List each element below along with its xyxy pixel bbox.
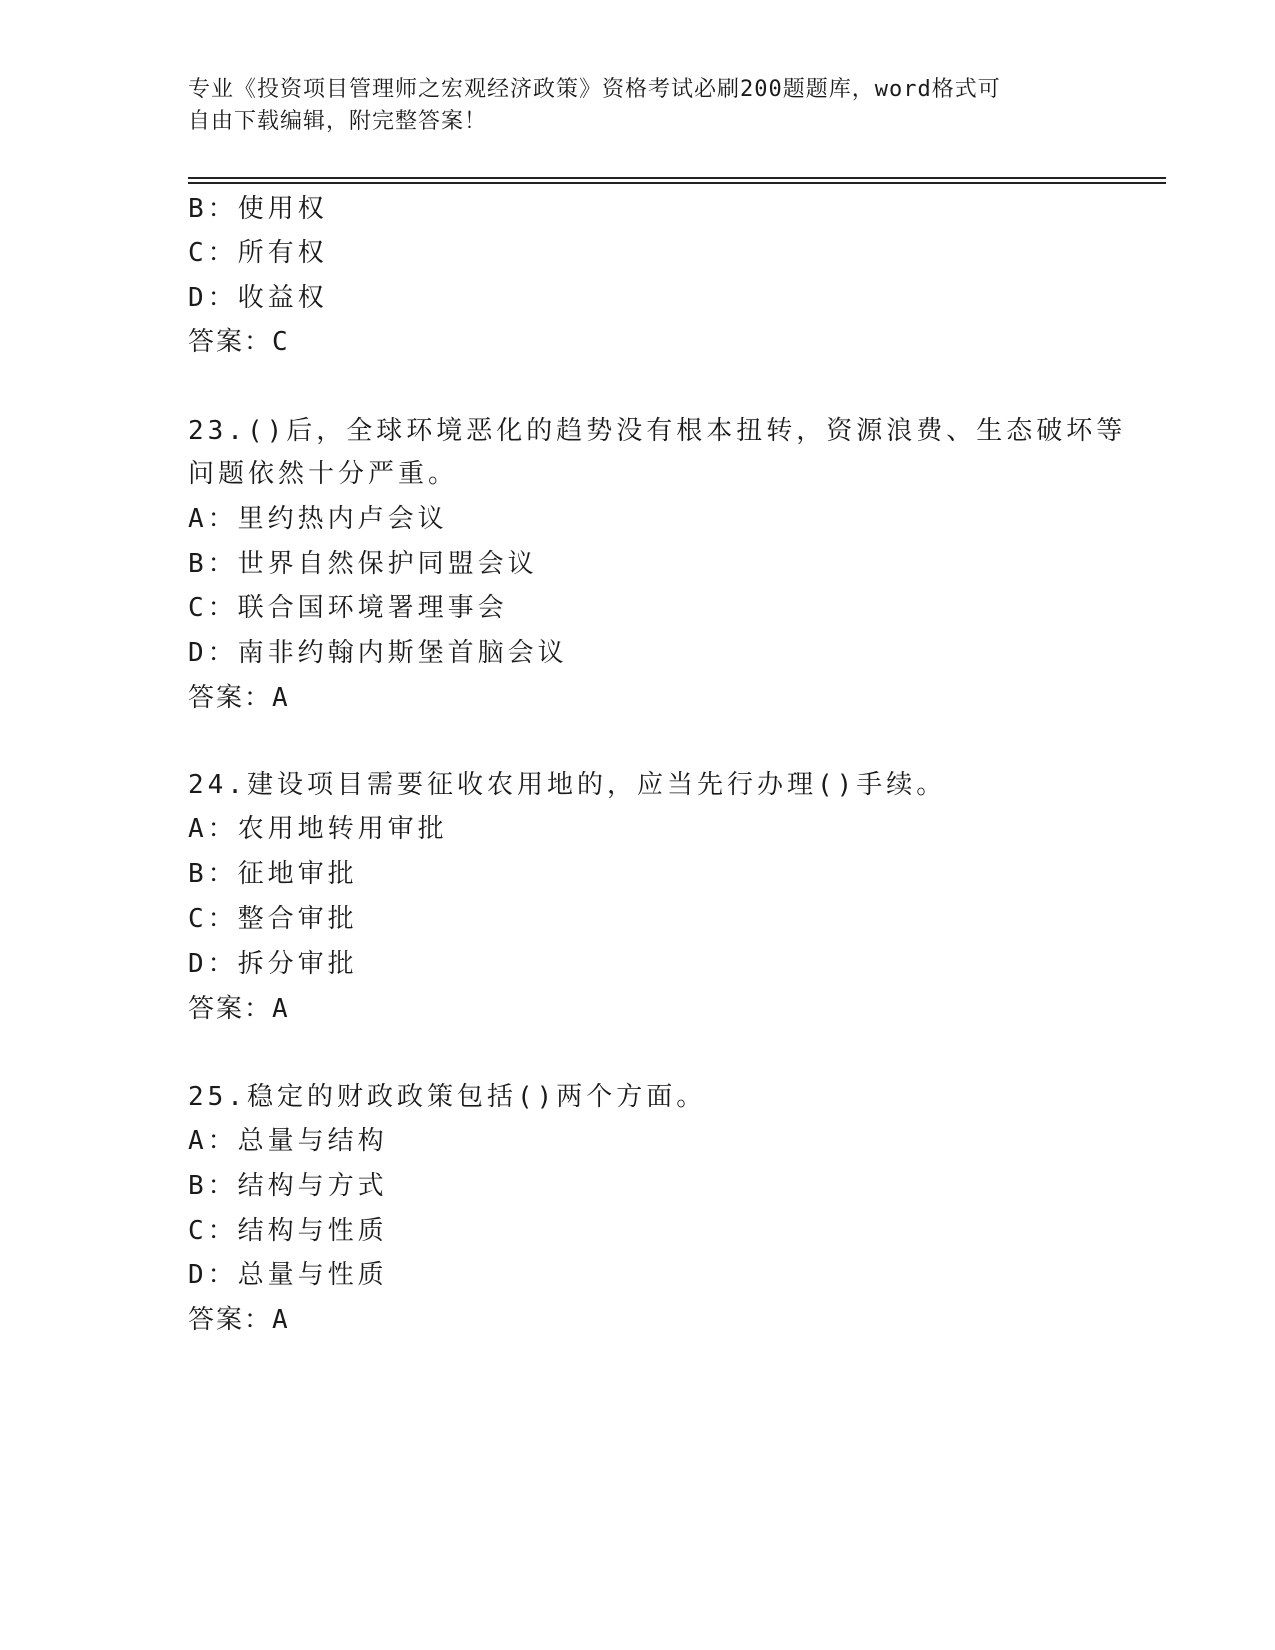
- header-divider-bottom: [188, 182, 1166, 184]
- q24-option-b: B：征地审批: [188, 859, 358, 889]
- q25-option-c: C：结构与性质: [188, 1216, 388, 1246]
- q23-option-d: D：南非约翰内斯堡首脑会议: [188, 638, 568, 668]
- q23-stem-line-1: 23.()后，全球环境恶化的趋势没有根本扭转，资源浪费、生态破坏等: [188, 416, 1127, 446]
- header-line-1: 专业《投资项目管理师之宏观经济政策》资格考试必刷200题题库，word格式可: [188, 77, 1001, 102]
- q22-answer: 答案：C: [188, 327, 290, 357]
- q22-option-d: D：收益权: [188, 283, 328, 313]
- q24-answer: 答案：A: [188, 994, 290, 1024]
- q24-option-c: C：整合审批: [188, 904, 358, 934]
- q24-stem: 24.建设项目需要征收农用地的，应当先行办理()手续。: [188, 770, 947, 800]
- q25-option-b: B：结构与方式: [188, 1171, 388, 1201]
- q25-option-a: A：总量与结构: [188, 1126, 388, 1156]
- q25-answer: 答案：A: [188, 1305, 290, 1335]
- q24-option-d: D：拆分审批: [188, 949, 358, 979]
- q23-option-a: A：里约热内卢会议: [188, 504, 448, 534]
- q22-option-b: B：使用权: [188, 194, 328, 224]
- header-divider-top: [188, 177, 1166, 179]
- q25-option-d: D：总量与性质: [188, 1260, 388, 1290]
- q23-option-b: B：世界自然保护同盟会议: [188, 549, 538, 579]
- q23-answer: 答案：A: [188, 683, 290, 713]
- q25-stem: 25.稳定的财政政策包括()两个方面。: [188, 1082, 707, 1112]
- header-line-2: 自由下载编辑，附完整答案！: [188, 109, 488, 134]
- document-header: [188, 74, 1088, 138]
- q23-option-c: C：联合国环境署理事会: [188, 593, 508, 623]
- q22-option-c: C：所有权: [188, 238, 328, 268]
- q24-option-a: A：农用地转用审批: [188, 814, 448, 844]
- q23-stem-line-2: 问题依然十分严重。: [188, 459, 459, 489]
